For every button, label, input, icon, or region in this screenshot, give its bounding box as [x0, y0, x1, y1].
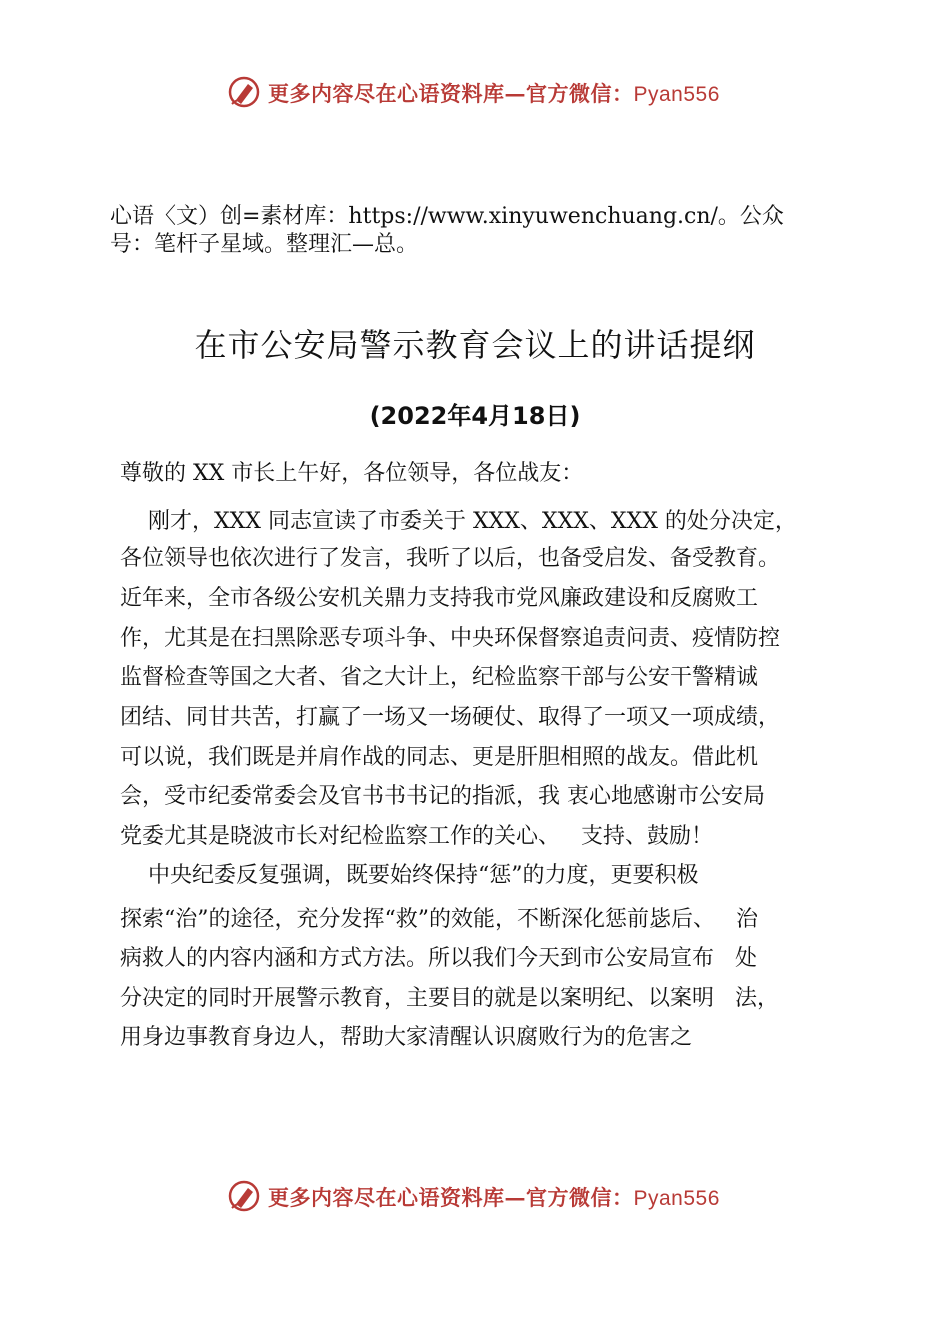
body-line: 各位领导也依次进行了发言，我听了以后，也备受启发、备受教育。 [120, 546, 781, 571]
body-line: 近年来，全市各级公安机关鼎力支持我市党风廉政建设和反腐败工 [120, 586, 759, 611]
source-line-2: 号：笔杆子星域。整理汇—总。 [110, 232, 419, 257]
body-line: 监督检查等国之大者、省之大计上，纪检监察干部与公安干警精诚 [120, 665, 759, 690]
banner-label: 更多内容尽在心语资料库—官方微信： [268, 1185, 634, 1210]
body-line: 党委尤其是晓波市长对纪检监察工作的关心、 支持、鼓励！ [120, 824, 713, 849]
banner-text [268, 1182, 720, 1212]
source-line-1: 心语〈文）创=素材库：https://www.xinyuwenchuang.cn/。公众 [110, 204, 784, 229]
body-line: 会，受市纪委常委会及官书书书记的指派，我 衷心地感谢市公安局 [120, 784, 765, 809]
pen-nib-logo-icon [226, 1178, 262, 1214]
page-title: 在市公安局警示教育会议上的讲话提纲 [194, 326, 756, 364]
body-line: 尊敬的 XX 市长上午好，各位领导，各位战友： [120, 461, 584, 486]
body-line: 作，尤其是在扫黑除恶专项斗争、中央环保督察追责问责、疫情防控 [120, 626, 781, 651]
body-line: 病救人的内容内涵和方式方法。所以我们今天到市公安局宣布 处 [120, 946, 757, 971]
speech-date: (2022年4月18日) [369, 402, 581, 430]
banner-text [268, 78, 720, 108]
header-banner [0, 72, 950, 112]
body-line: 用身边事教育身边人，帮助大家清醒认识腐败行为的危害之 [120, 1025, 693, 1050]
body-line: 中央纪委反复强调，既要始终保持“惩”的力度，更要积极 [120, 863, 699, 888]
wechat-id: Pyan556 [633, 83, 720, 106]
source-note [110, 203, 850, 259]
wechat-id: Pyan556 [633, 1187, 720, 1210]
banner-label: 更多内容尽在心语资料库—官方微信： [268, 81, 634, 106]
body-line: 探索“治”的途径，充分发挥“救”的效能，不断深化惩前毖后、 治 [120, 907, 758, 932]
body-line: 刚才，XXX 同志宣读了市委关于 XXX、XXX、XXX 的处分决定， [120, 509, 797, 534]
body-line: 团结、同甘共苦，打赢了一场又一场硬仗、取得了一项又一项成绩， [120, 705, 781, 730]
body-line: 分决定的同时开展警示教育，主要目的就是以案明纪、以案明 法， [120, 986, 779, 1011]
body-line: 可以说，我们既是并肩作战的同志、更是肝胆相照的战友。借此机 [120, 745, 759, 770]
footer-banner [0, 1176, 950, 1216]
pen-nib-logo-icon [226, 74, 262, 110]
